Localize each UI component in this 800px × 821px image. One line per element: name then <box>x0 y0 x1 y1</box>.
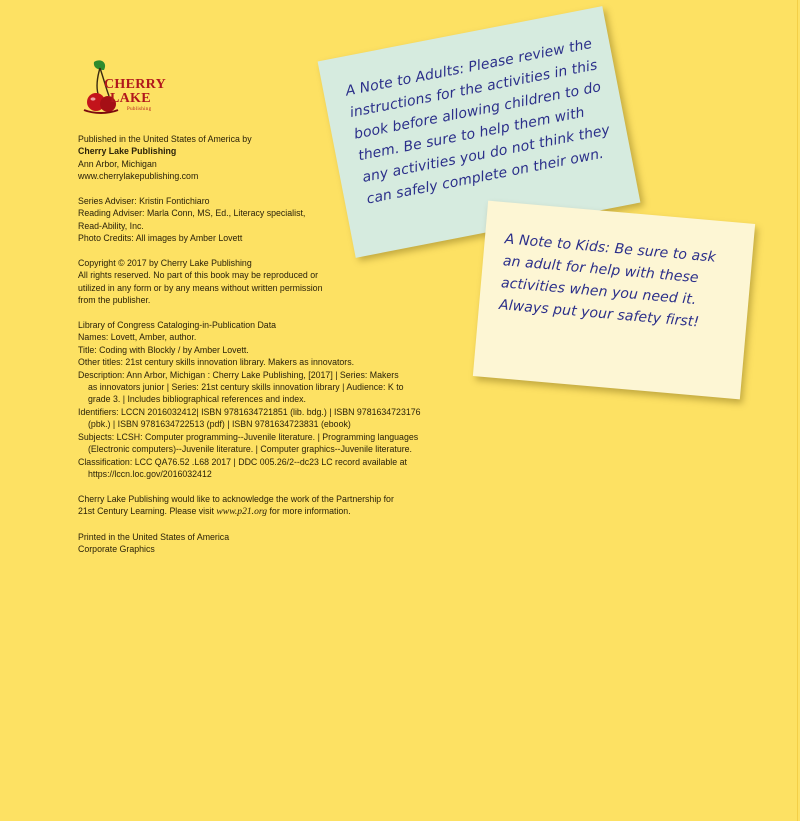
acknowledgement: Cherry Lake Publishing would like to acknowledge the work of the Partnership for <box>78 493 394 504</box>
cip-description: as innovators junior | Series: 21st century skills innovation library | Audience: K to <box>88 382 404 393</box>
cip-subjects: Subjects: LCSH: Computer programming--Juvenile literature. | Programming languages <box>78 431 419 442</box>
logo-text-cherry: CHERRY <box>104 77 166 92</box>
cip-description: grade 3. | Includes bibliographical references and index. <box>88 394 306 405</box>
reading-adviser: Reading Adviser: Marla Conn, MS, Ed., Literacy specialist, <box>78 208 306 219</box>
series-adviser: Series Adviser: Kristin Fontichiaro <box>78 196 210 207</box>
cip-title: Title: Coding with Blockly / by Amber Lovett. <box>78 344 249 355</box>
rights-line: utilized in any form or by any means without written permission <box>78 282 323 293</box>
photo-credits: Photo Credits: All images by Amber Lovett <box>78 233 243 244</box>
cip-other-titles: Other titles: 21st century skills innovation library. Makers as innovators. <box>78 357 355 368</box>
note-to-kids-text: A Note to Kids: Be sure to ask an adult for help with these activities when you need it. Always put your safety first! <box>498 231 717 331</box>
cip-description: Description: Ann Arbor, Michigan : Cherry Lake Publishing, [2017] | Series: Makers <box>78 369 399 380</box>
rights-line: All rights reserved. No part of this book may be reproduced or <box>78 270 319 281</box>
printed-in: Printed in the United States of America <box>78 531 230 542</box>
cip-identifiers: (pbk.) | ISBN 9781634722513 (pdf) | ISBN 9781634723831 (ebook) <box>88 419 351 430</box>
acknowledgement-text: for more information. <box>267 506 351 517</box>
logo-text-publishing: Publishing <box>127 107 152 112</box>
cip-classification: Classification: LCC QA76.52 .L68 2017 | DDC 005.26/2--dc23 LC record available at <box>78 456 407 467</box>
cherry-lake-logo <box>80 58 180 118</box>
p21-link[interactable]: www.p21.org <box>216 506 268 518</box>
page-edge-line <box>797 0 798 821</box>
rights-line: from the publisher. <box>78 295 151 306</box>
copyright-line: Copyright © 2017 by Cherry Lake Publishing <box>78 258 252 269</box>
publisher-website: www.cherrylakepublishing.com <box>78 171 199 182</box>
cip-names: Names: Lovett, Amber, author. <box>78 332 197 343</box>
cip-identifiers: Identifiers: LCCN 2016032412| ISBN 9781634721851 (lib. bdg.) | ISBN 9781634723176 <box>78 406 421 417</box>
cip-classification: https://lccn.loc.gov/2016032412 <box>88 468 212 479</box>
cip-subjects: (Electronic computers)--Juvenile literature. | Computer graphics--Juvenile literature. <box>88 444 412 455</box>
corporate-graphics: Corporate Graphics <box>78 544 155 555</box>
reading-adviser-org: Read-Ability, Inc. <box>78 220 144 231</box>
acknowledgement <box>78 505 458 518</box>
note-to-adults-text: A Note to Adults: Please review the instructions for the activities in this book before allowing children to do them. Be sure to help them with any activities you do not think they can safely complete on their own. <box>344 35 612 208</box>
publisher-city: Ann Arbor, Michigan <box>78 158 157 169</box>
acknowledgement-text: 21st Century Learning. Please visit <box>78 506 217 517</box>
published-in: Published in the United States of America by <box>78 134 252 144</box>
note-to-kids-card <box>473 201 755 400</box>
logo-text-lake: LAKE <box>110 91 151 106</box>
cip-header: Library of Congress Cataloging-in-Publication Data <box>78 320 277 331</box>
publisher-name: Cherry Lake Publishing <box>78 146 177 157</box>
